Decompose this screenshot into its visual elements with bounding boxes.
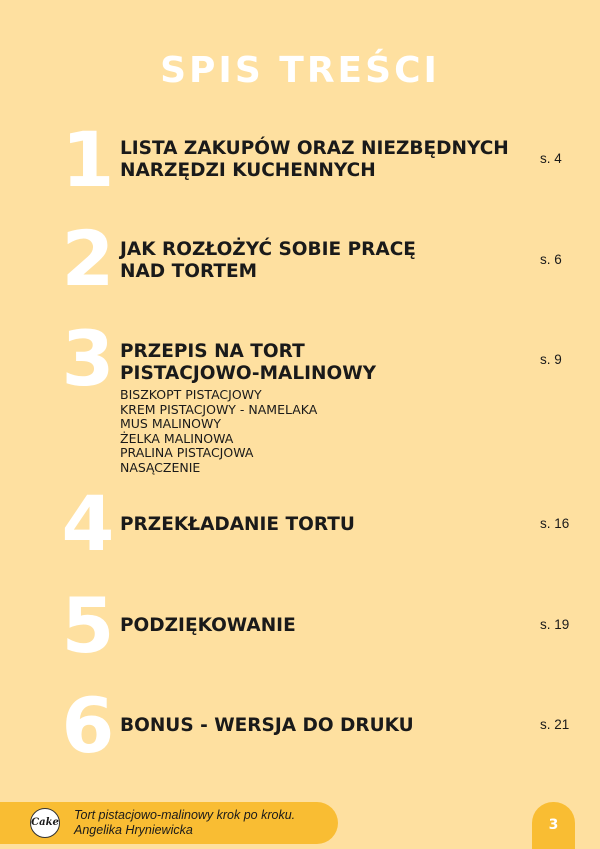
- subitem: ŻELKA MALINOWA: [120, 430, 234, 446]
- entry-page: s. 21: [540, 717, 570, 732]
- entry-title-line: NAD TORTEM: [120, 261, 258, 282]
- entry-number: 4: [61, 479, 115, 568]
- entry-title-line: PISTACJOWO-MALINOWY: [120, 363, 377, 384]
- footer-text: [74, 808, 334, 838]
- entry-title[interactable]: [120, 514, 520, 536]
- entry-title-line: PRZEPIS NA TORT: [120, 341, 305, 362]
- entry-title-line: NARZĘDZI KUCHENNYCH: [120, 160, 376, 181]
- entry-title-line: LISTA ZAKUPÓW ORAZ NIEZBĘDNYCH: [120, 138, 509, 159]
- logo-text: Cake: [31, 817, 59, 828]
- entry-number: 5: [61, 581, 115, 670]
- subitem: PRALINA PISTACJOWA: [120, 445, 254, 460]
- cake-logo: [30, 808, 60, 838]
- entry-title[interactable]: [120, 715, 520, 737]
- entry-page: s. 16: [540, 516, 570, 531]
- page-title: SPIS TREŚCI: [160, 50, 440, 91]
- entry-title-line: BONUS - WERSJA DO DRUKU: [120, 715, 414, 736]
- footer-line-1: Tort pistacjowo-malinowy krok po kroku.: [74, 808, 296, 822]
- footer-bar: [0, 802, 338, 844]
- entry-title[interactable]: [120, 239, 520, 283]
- entry-page: s. 6: [540, 252, 562, 267]
- entry-title-line: JAK ROZŁOŻYĆ SOBIE PRACĘ: [120, 239, 416, 260]
- entry-page: s. 4: [540, 151, 562, 166]
- entry-number: 3: [61, 314, 115, 403]
- entry-subitems: [120, 388, 500, 475]
- entry-title[interactable]: [120, 341, 520, 385]
- page-number: 3: [532, 802, 575, 849]
- entry-number: 1: [61, 115, 115, 204]
- subitem: MUS MALINOWY: [120, 416, 222, 431]
- entry-page: s. 19: [540, 617, 570, 632]
- subitem: BISZKOPT PISTACJOWY: [120, 387, 262, 402]
- entry-title[interactable]: [120, 138, 520, 182]
- footer-line-2: Angelika Hryniewicka: [74, 823, 193, 837]
- entry-number: 2: [61, 214, 115, 303]
- subitem: NASĄCZENIE: [120, 459, 201, 475]
- entry-title-line: PODZIĘKOWANIE: [120, 615, 296, 636]
- subitem: KREM PISTACJOWY - NAMELAKA: [120, 401, 318, 417]
- entry-page: s. 9: [540, 352, 562, 367]
- entry-title[interactable]: [120, 615, 520, 637]
- entry-title-line: PRZEKŁADANIE TORTU: [120, 514, 355, 535]
- entry-number: 6: [61, 681, 115, 770]
